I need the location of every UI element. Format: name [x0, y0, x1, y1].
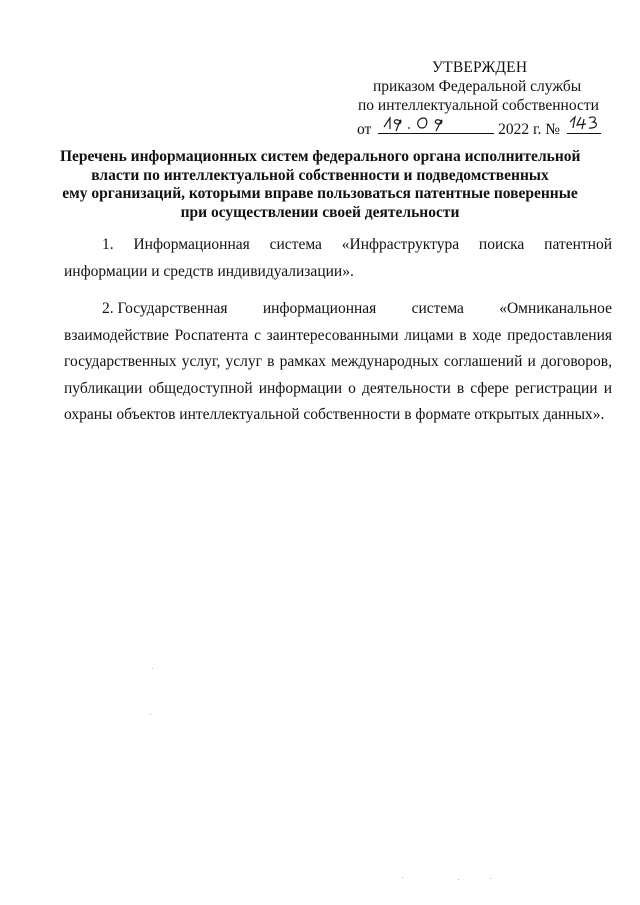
word: 2. Государственная — [102, 300, 228, 317]
list-item-2 — [64, 296, 612, 429]
speck — [152, 668, 153, 669]
document-body — [64, 232, 612, 440]
heading-line: власти по интеллектуальной собственности и подведомственных — [91, 166, 549, 184]
handwritten-date-mark — [378, 112, 494, 134]
heading-line: ему организаций, которыми вправе пользоваться патентные поверенные — [62, 185, 578, 202]
word: система — [411, 300, 464, 317]
year-and-number-label: 2022 г. № — [498, 121, 561, 138]
handwritten-number — [567, 116, 601, 134]
list-item-1: 1. Информационная система «Инфраструктура поиска патентной информации и средств индивидуализации». — [64, 236, 612, 280]
list-item-2-continuation: взаимодействие Роспатента с заинтересованными лицами в ходе предоставления государственных услуг, услуг в рамках международных соглашений и договоров, публикации общедоступной информации о деятельности в сфере регистрации и охраны объектов интеллектуальной собственности в формате открытых данных». — [64, 326, 612, 423]
approval-stamp-block — [340, 58, 610, 139]
speck — [458, 879, 459, 880]
speck — [490, 878, 491, 879]
date-prefix: от — [357, 121, 372, 138]
list-item-2-first-line — [64, 296, 612, 323]
heading-line: Перечень информационных систем федерального органа исполнительной — [60, 148, 581, 165]
word: информационная — [262, 300, 377, 317]
speck — [402, 877, 403, 878]
approval-agency-line: по интеллектуальной собственности — [358, 97, 599, 114]
heading-line: при осуществлении своей деятельности — [180, 203, 460, 221]
approval-order-line: приказом Федеральной службы — [373, 78, 582, 95]
approval-date-line — [340, 116, 610, 139]
document-heading — [60, 148, 580, 222]
word: «Омниканальное — [499, 300, 612, 317]
handwritten-date — [378, 116, 494, 134]
speck — [150, 714, 151, 715]
approval-title: УТВЕРЖДЕН — [432, 59, 528, 76]
handwritten-number-mark — [567, 112, 601, 134]
